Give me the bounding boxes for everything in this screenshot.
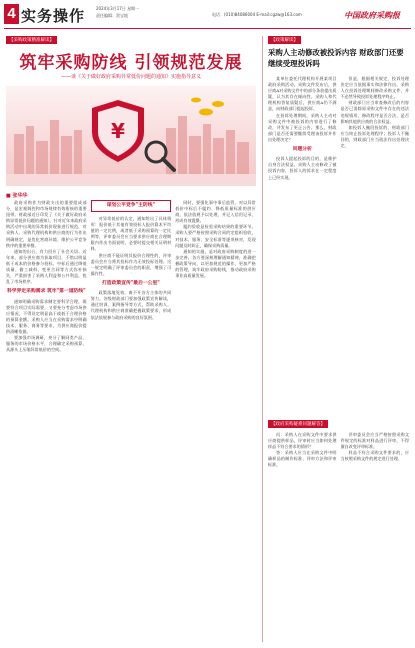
section-subheading: 问题分析: [292, 147, 312, 153]
callout-box: [91, 200, 172, 212]
callout-heading: 谋划公平竞争"主防线": [106, 203, 155, 208]
body-paragraph: 同时，要强化事中事后监管，对以异常低价中标后不履约、降低质量标准的供应商，依法依规予以处理，并记入信用记录，形成有效震慑。: [175, 200, 256, 224]
right-headline: 采购人主动修改被投诉内容 财政部门还要继续受理投诉吗: [268, 48, 404, 68]
body-paragraph: 要加强市场调研，充分了解同类产品、服务的市场价格水平，合理确定采购预算，从源头上压缩异常低价的空间。: [6, 335, 87, 353]
right-column-2: [341, 76, 410, 406]
qa-tag: 【政府采购疑难问题解答】: [268, 420, 328, 428]
right-columns: [268, 76, 409, 406]
column-separator: [262, 36, 263, 642]
body-paragraph: 履约验收是检验采购结果的重要环节。采购人要严格按照采购合同约定组织验收，对技术、服务、安全标准等逐项核对，发现问题及时纠正，确保采购质量。: [175, 224, 256, 248]
body-paragraph: 对异常低价的认定，通知给出了具体情形：报价低于其他有效投标人报价算术平均值的一定比例，或者低于采购预算的一定比例等，评审委员会应当要求供应商在合理期限内作出书面说明，必要时提交相关证明材料。: [90, 216, 172, 252]
body-paragraph: 通知明确采购需求制定要科学合理，既要符合项目实际需要，又要充分考虑市场供应情况，不得设定明显高于或低于合理价格的预算金额。采购人应当在采购需求中明确技术、服务、商务等要求，为供应商报价提供清晰依据。: [6, 298, 87, 334]
right-article: [268, 36, 409, 642]
body-paragraph: 问：采购人在采购文件中要求供应商提供样品，评审时应当如何处理样品不符合要求的情形？: [268, 432, 337, 450]
svg-text:¥: ¥: [111, 119, 125, 143]
hero-illustration: [6, 86, 256, 186]
body-paragraph: 但是，根据相关规定，投诉处理决定应当依据事实和法律作出。采购人在投诉处理期间修改采购文件，并不必然导致投诉处理程序终止。: [340, 76, 409, 100]
section-subheading: 打造政策宣传"最后一公里": [102, 280, 160, 286]
body-paragraph: 通知的出台，有力回应了社会关切。近年来，部分供应商为获取项目，不惜以明显低于成本的价格参与投标，中标后通过降低质量、偷工减料、变更合同等方式弥补损失，严重损害了采购人利益和公共利益，扰乱了市场秩序。: [6, 248, 87, 285]
contact-line: 电话：(010)84086004 E-mail:cgzw@163.com: [212, 12, 302, 17]
section-name: 实务操作: [21, 7, 86, 25]
body-paragraph: 答：采购人应当在采购文件中明确样品的制作标准、评审方法和评审标准。: [268, 450, 337, 468]
feature-column-3: [175, 200, 256, 642]
byline: ■ 张华华: [6, 193, 28, 199]
body-paragraph: 政府采购作为财政支出的重要组成部分，是宏观调控和市场规律有效衔接的重要纽带。财政部近日印发了《关于做好政府采购异常低价问题的通知》，针对近年来政府采购活动中出现的异常低价现象进行规范，对采购人、采购代理机构和供应商的行为作出明确规定，是优化营商环境、维护公平竞争秩序的重要举措。: [6, 200, 87, 248]
date-line: 2024年3月17日 星期一: [96, 6, 140, 11]
body-paragraph: 在投诉处理期间，采购人主动对采购文件中被投诉的内容进行了修改，并发布了更正公告。那么，财政部门是否还需要继续受理该投诉并作出处理决定？: [268, 112, 337, 142]
body-paragraph: 如投诉人撤回投诉的，财政部门应当终止投诉处理程序；投诉人不撤回的，财政部门应当依法作出处理决定。: [340, 124, 409, 149]
body-paragraph: 投诉人提起投诉的目的，是维护自身合法权益。采购人主动修改了被投诉内容，投诉人的诉求在一定程度上已经实现。: [268, 156, 337, 180]
masthead-rule: [4, 28, 411, 29]
section-subheading: 科学界定采购需求 筑牢"第一道防线": [6, 289, 86, 295]
feature-column-2: [91, 200, 172, 642]
body-paragraph: 评审委员会应当严格按照采购文件规定的标准对样品进行评审，不得擅自改变评审标准。: [340, 432, 409, 450]
body-paragraph: 某单位委托代理机构开展某项目政府采购活动。采购文件发布后，供应商A对采购文件中的部分条款提出质疑，认为其存在倾向性。采购人和代理机构答复质疑后，供应商A仍不满意，向财政部门提起投诉。: [268, 76, 337, 112]
edition-line: 责任编辑：贺宝地: [96, 13, 128, 18]
body-paragraph: 样品不符合采购文件要求的，应当按照采购文件的规定进行处理。: [340, 450, 409, 462]
feature-headline: 筑牢采购防线 引领规范发展: [19, 53, 243, 73]
body-paragraph: 政策落地见效，离不开各方主体的共同努力。各级财政部门要加强政策宣传解读，通过培训、案例指导等方式，帮助采购人、代理机构和供应商准确把握政策要求，形成依法依规参与政府采购的良好氛围。: [90, 290, 172, 320]
city-shield-illustration: [6, 86, 256, 186]
feature-tag: 【采购政策精准解读】: [6, 36, 57, 44]
newspaper-logo: 中国政府采购报: [344, 10, 400, 20]
section-number: 4: [4, 4, 19, 24]
body-paragraph: 通知的实施，是对政府采购制度的进一步完善。各方要深刻理解通知精神，准确把握政策导向，以更加规范的操作、更加严格的管理，筑牢政府采购防线，推动政府采购事业高质量发展。: [175, 248, 256, 279]
qa-column-1: [268, 432, 337, 642]
qa-column-2: [341, 432, 410, 642]
right-column-1: [268, 76, 337, 406]
body-paragraph: 供应商不能证明其报价合理性的，评审委员会应当将其投标作为无效投标处理。这一规定明确了评审委员会的职责，增强了可操作性。: [90, 252, 172, 276]
feature-column-1: [6, 200, 87, 642]
masthead: [0, 0, 415, 30]
feature-columns: [6, 200, 256, 642]
qa-section: [268, 410, 409, 642]
right-tag: 【政策解读】: [268, 36, 301, 44]
body-paragraph: 财政部门应当审查修改后的内容是否已消除原采购文件中存在的违法违规情形，修改程序是否合法，是否影响其他供应商的合法权益。: [340, 100, 409, 124]
qa-columns: [268, 432, 409, 642]
feature-subheadline: ——谈《关于做好政府采购异常低价问题的通知》实施指导意义: [60, 74, 201, 80]
feature-article: [6, 36, 256, 642]
